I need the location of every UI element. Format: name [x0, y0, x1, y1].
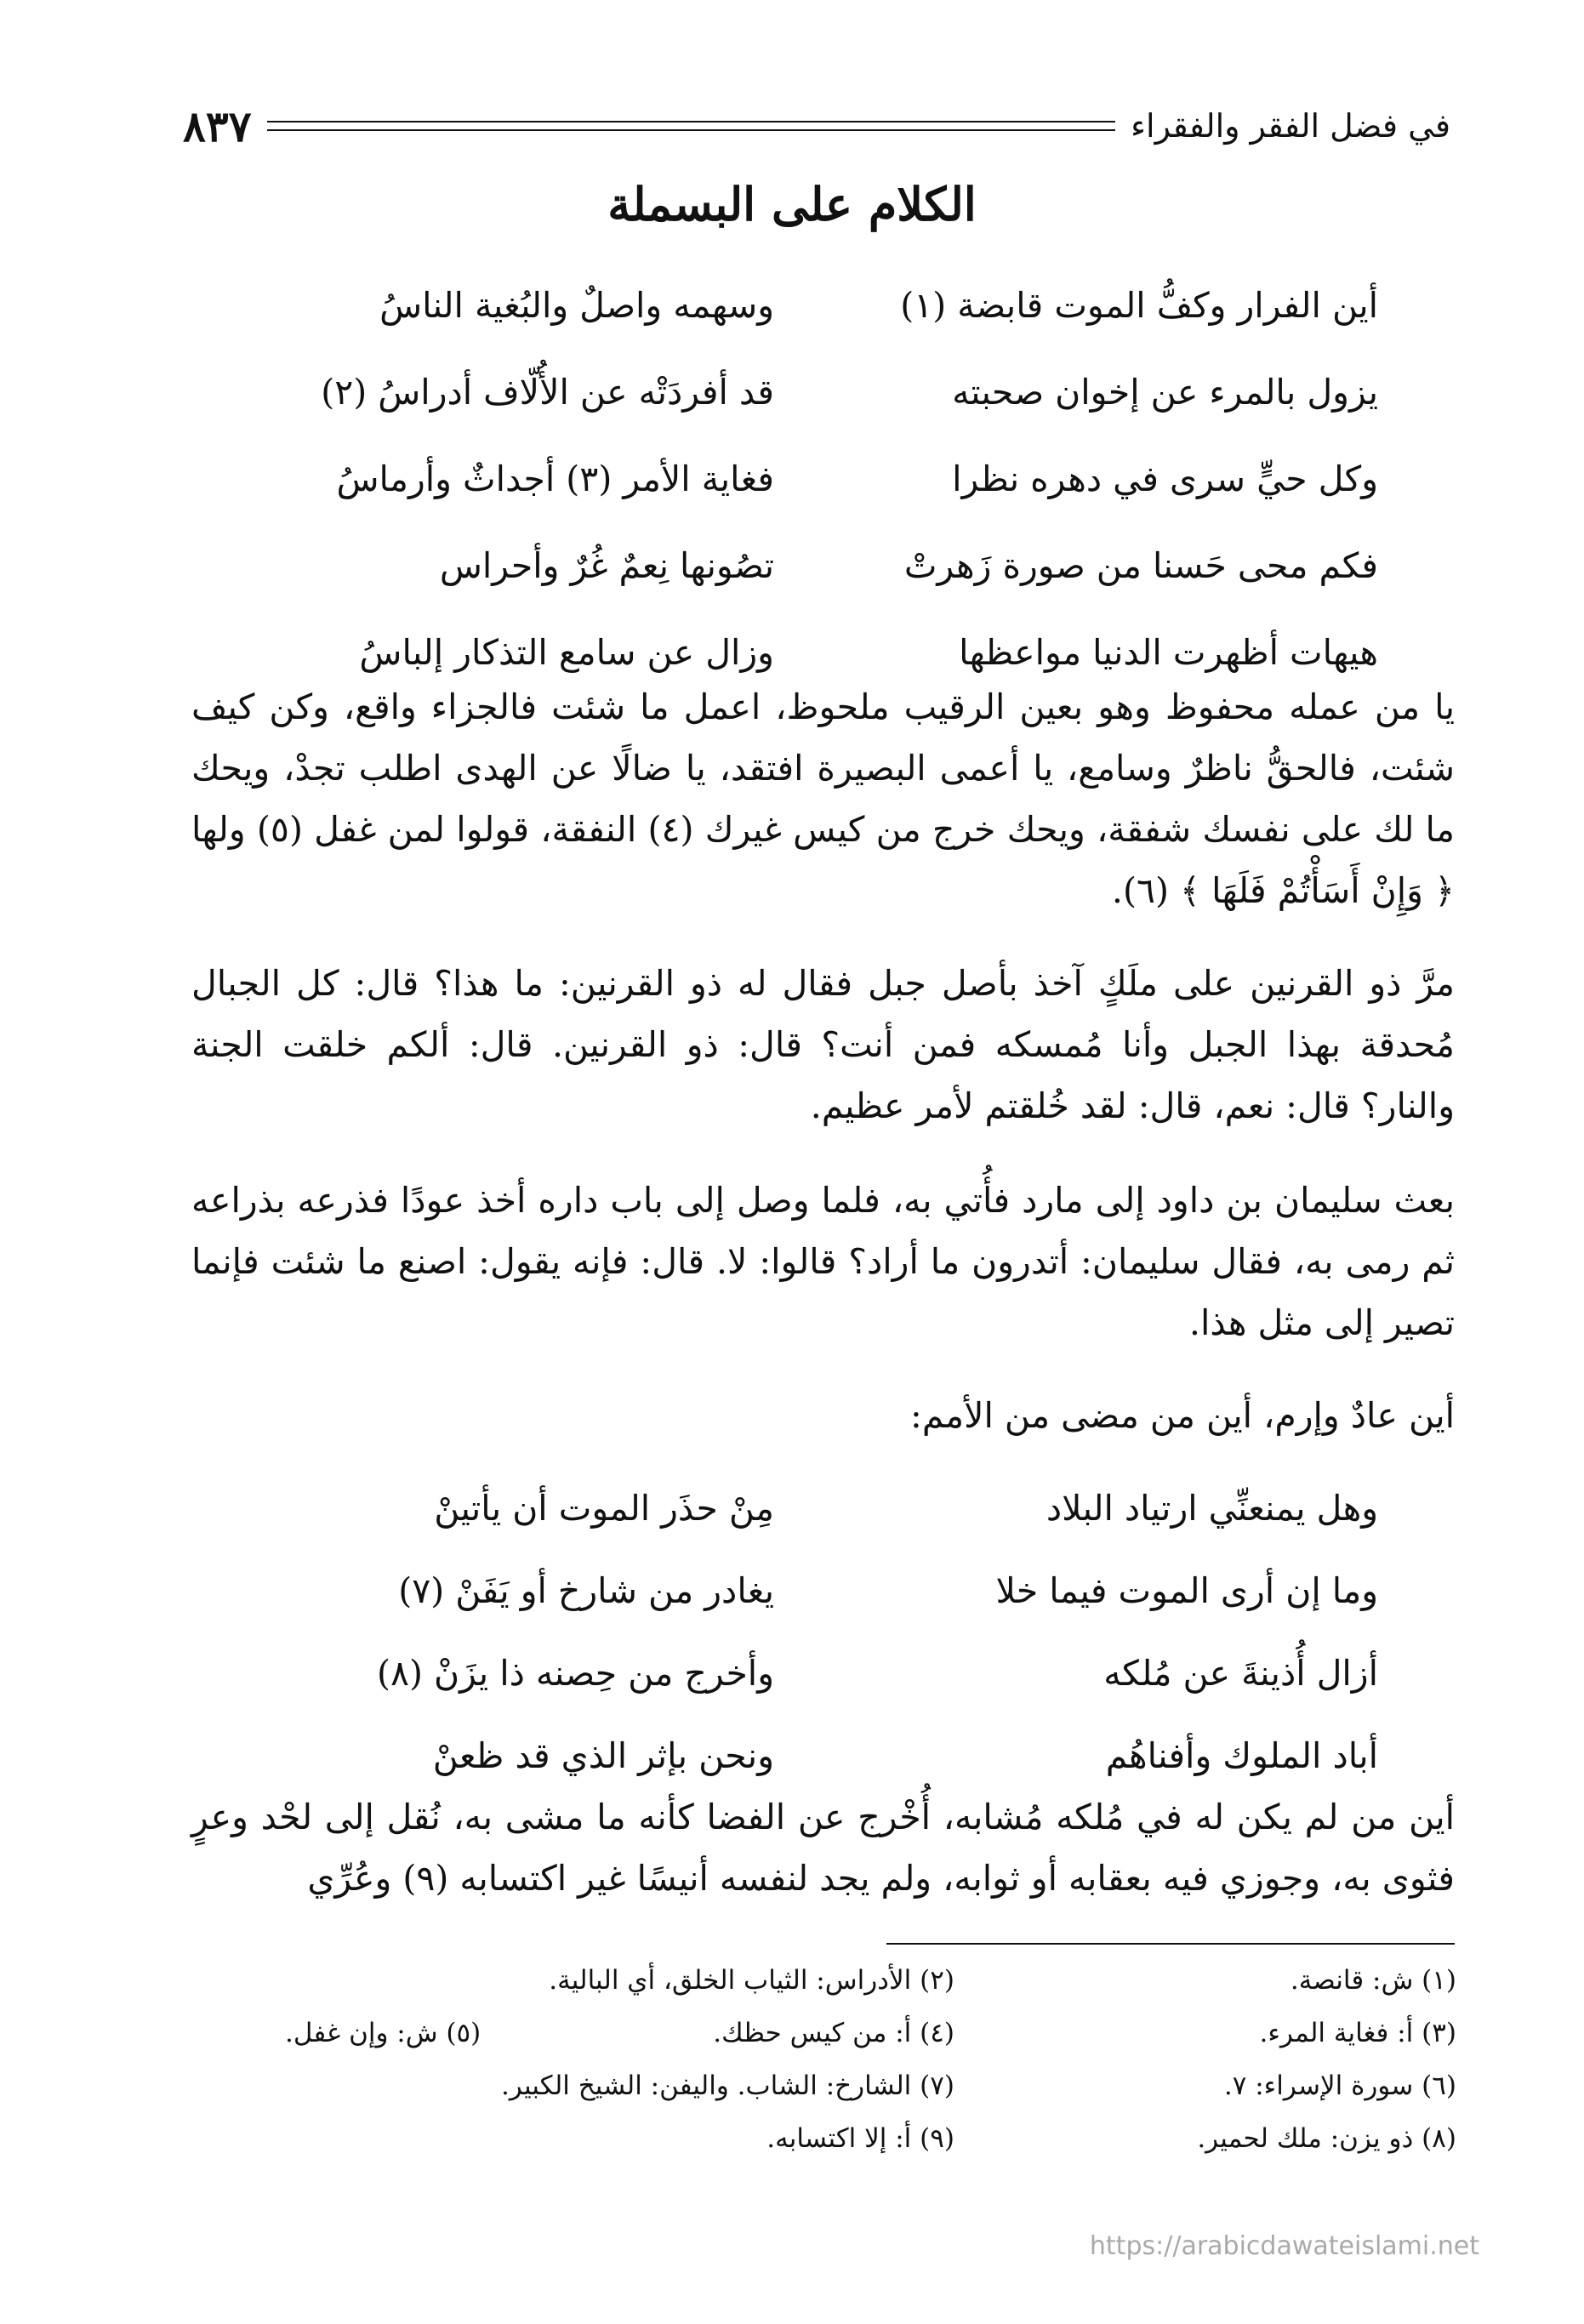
source-watermark: https://arabicdawateislami.net	[1089, 2231, 1479, 2261]
first-hemistich: هيهات أظهرت الدنيا مواعظها	[959, 632, 1378, 673]
first-hemistich: يزول بالمرء عن إخوان صحبته	[952, 372, 1378, 413]
header-rule	[267, 121, 1116, 131]
footnote: (٦) سورة الإسراء: ٧.	[1223, 2071, 1456, 2101]
footnote: (٧) الشارخ: الشاب. واليفن: الشيخ الكبير.	[501, 2071, 954, 2101]
footnote: (٢) الأدراس: الثياب الخلق، أي البالية.	[549, 1965, 954, 1996]
second-hemistich: وأخرج من حِصنه ذا يزَنْ (٨)	[376, 1653, 774, 1694]
paragraph: بعث سليمان بن داود إلى مارد فأُتي به، فلما وصل إلى باب داره أخذ عودًا فذرعه بذراعه ثم رمى به، فقال سليمان: أتدرون ما أراد؟ قالوا: لا. قال: فإنه يقول: اصنع ما شئت فإنما تصير إلى مثل هذا.	[191, 1180, 1455, 1343]
second-hemistich: وزال عن سامع التذكار إلباسُ	[359, 632, 774, 673]
paragraph: يا من عمله محفوظ وهو بعين الرقيب ملحوظ، اعمل ما شئت فالجزاء واقع، وكن كيف شئت، فالحقُّ ناظرٌ وسامع، يا أعمى البصيرة افتقد، يا ضالًا عن الهدى اطلب تجدْ، ويحك ما لك على نفسك شفقة، ويحك خرج من كيس غيرك (٤) النفقة، قولوا لمن غفل (٥) ولها ﴿ وَإِنْ أَسَأْتُمْ فَلَهَا ﴾ (٦).	[191, 686, 1455, 911]
second-hemistich: مِنْ حذَر الموت أن يأتينْ	[434, 1488, 774, 1529]
section-title: الكلام على البسملة	[607, 177, 977, 231]
verse-line	[255, 441, 1378, 517]
first-hemistich: وهل يمنعنِّي ارتياد البلاد	[1046, 1488, 1378, 1529]
poem-intro: أين عادٌ وإرم، أين من مضى من الأمم:	[910, 1395, 1455, 1436]
verse-line	[255, 1717, 1378, 1794]
verse-line	[255, 1470, 1378, 1546]
first-hemistich: وما إن أرى الموت فيما خلا	[995, 1570, 1378, 1611]
footnote: (١) ش: قانصة.	[1290, 1965, 1456, 1996]
footnote: (٣) أ: فغاية المرء.	[1259, 2018, 1456, 2048]
first-hemistich: فكم محى حَسنا من صورة زَهرتْ	[903, 545, 1378, 586]
first-hemistich: أزال أُذينةَ عن مُلكه	[1103, 1653, 1378, 1694]
page-number: ٨٣٧	[183, 100, 252, 151]
footnote: (٨) ذو يزن: ملك لحمير.	[1197, 2123, 1456, 2154]
second-hemistich: وسهمه واصلٌ والبُغية الناسُ	[379, 285, 774, 326]
paragraph: مرَّ ذو القرنين على ملَكٍ آخذ بأصل جبل فقال له ذو القرنين: ما هذا؟ قال: كل الجبال مُحدقة بهذا الجبل وأنا مُمسكه فمن أنت؟ قال: ذو القرنين. قال: ألكم خلقت الجنة والنار؟ قال: نعم، قال: لقد خُلقتم لأمر عظيم.	[191, 963, 1455, 1126]
verse-line	[255, 354, 1378, 430]
footnote: (٥) ش: وإن غفل.	[285, 2018, 481, 2048]
second-hemistich: فغاية الأمر (٣) أجداثٌ وأرماسُ	[336, 459, 774, 499]
verse-line	[255, 527, 1378, 604]
paragraph: أين من لم يكن له في مُلكه مُشابه، أُخْرج عن الفضا كأنه ما مشى به، نُقل إلى لحْد وعرٍ فثوى به، وجوزي فيه بعقابه أو ثوابه، ولم يجد لنفسه أنيسًا غير اكتسابه (٩) وعُرِّي	[191, 1797, 1455, 1899]
second-hemistich: ونحن بإثر الذي قد ظعنْ	[432, 1735, 774, 1776]
verse-line	[255, 1552, 1378, 1629]
first-hemistich: أين الفرار وكفُّ الموت قابضة (١)	[900, 285, 1378, 326]
footnote-rule	[886, 1943, 1455, 1945]
first-hemistich: أباد الملوك وأفناهُم	[1105, 1735, 1378, 1776]
running-title: في فضل الفقر والفقراء	[1131, 107, 1450, 145]
verse-line	[255, 267, 1378, 344]
first-hemistich: وكل حيٍّ سرى في دهره نظرا	[952, 459, 1378, 499]
verse-line	[255, 1635, 1378, 1712]
second-hemistich: قد أفردَتْه عن الأُلّاف أدراسُ (٢)	[321, 372, 774, 413]
second-hemistich: تصُونها نِعمٌ غُرٌ وأحراس	[439, 545, 774, 586]
footnote: (٤) أ: من كيس حظك.	[713, 2018, 954, 2048]
running-header	[183, 100, 1450, 151]
second-hemistich: يغادر من شارخ أو يَفَنْ (٧)	[398, 1570, 774, 1611]
footnote: (٩) أ: إلا اكتسابه.	[766, 2123, 954, 2154]
